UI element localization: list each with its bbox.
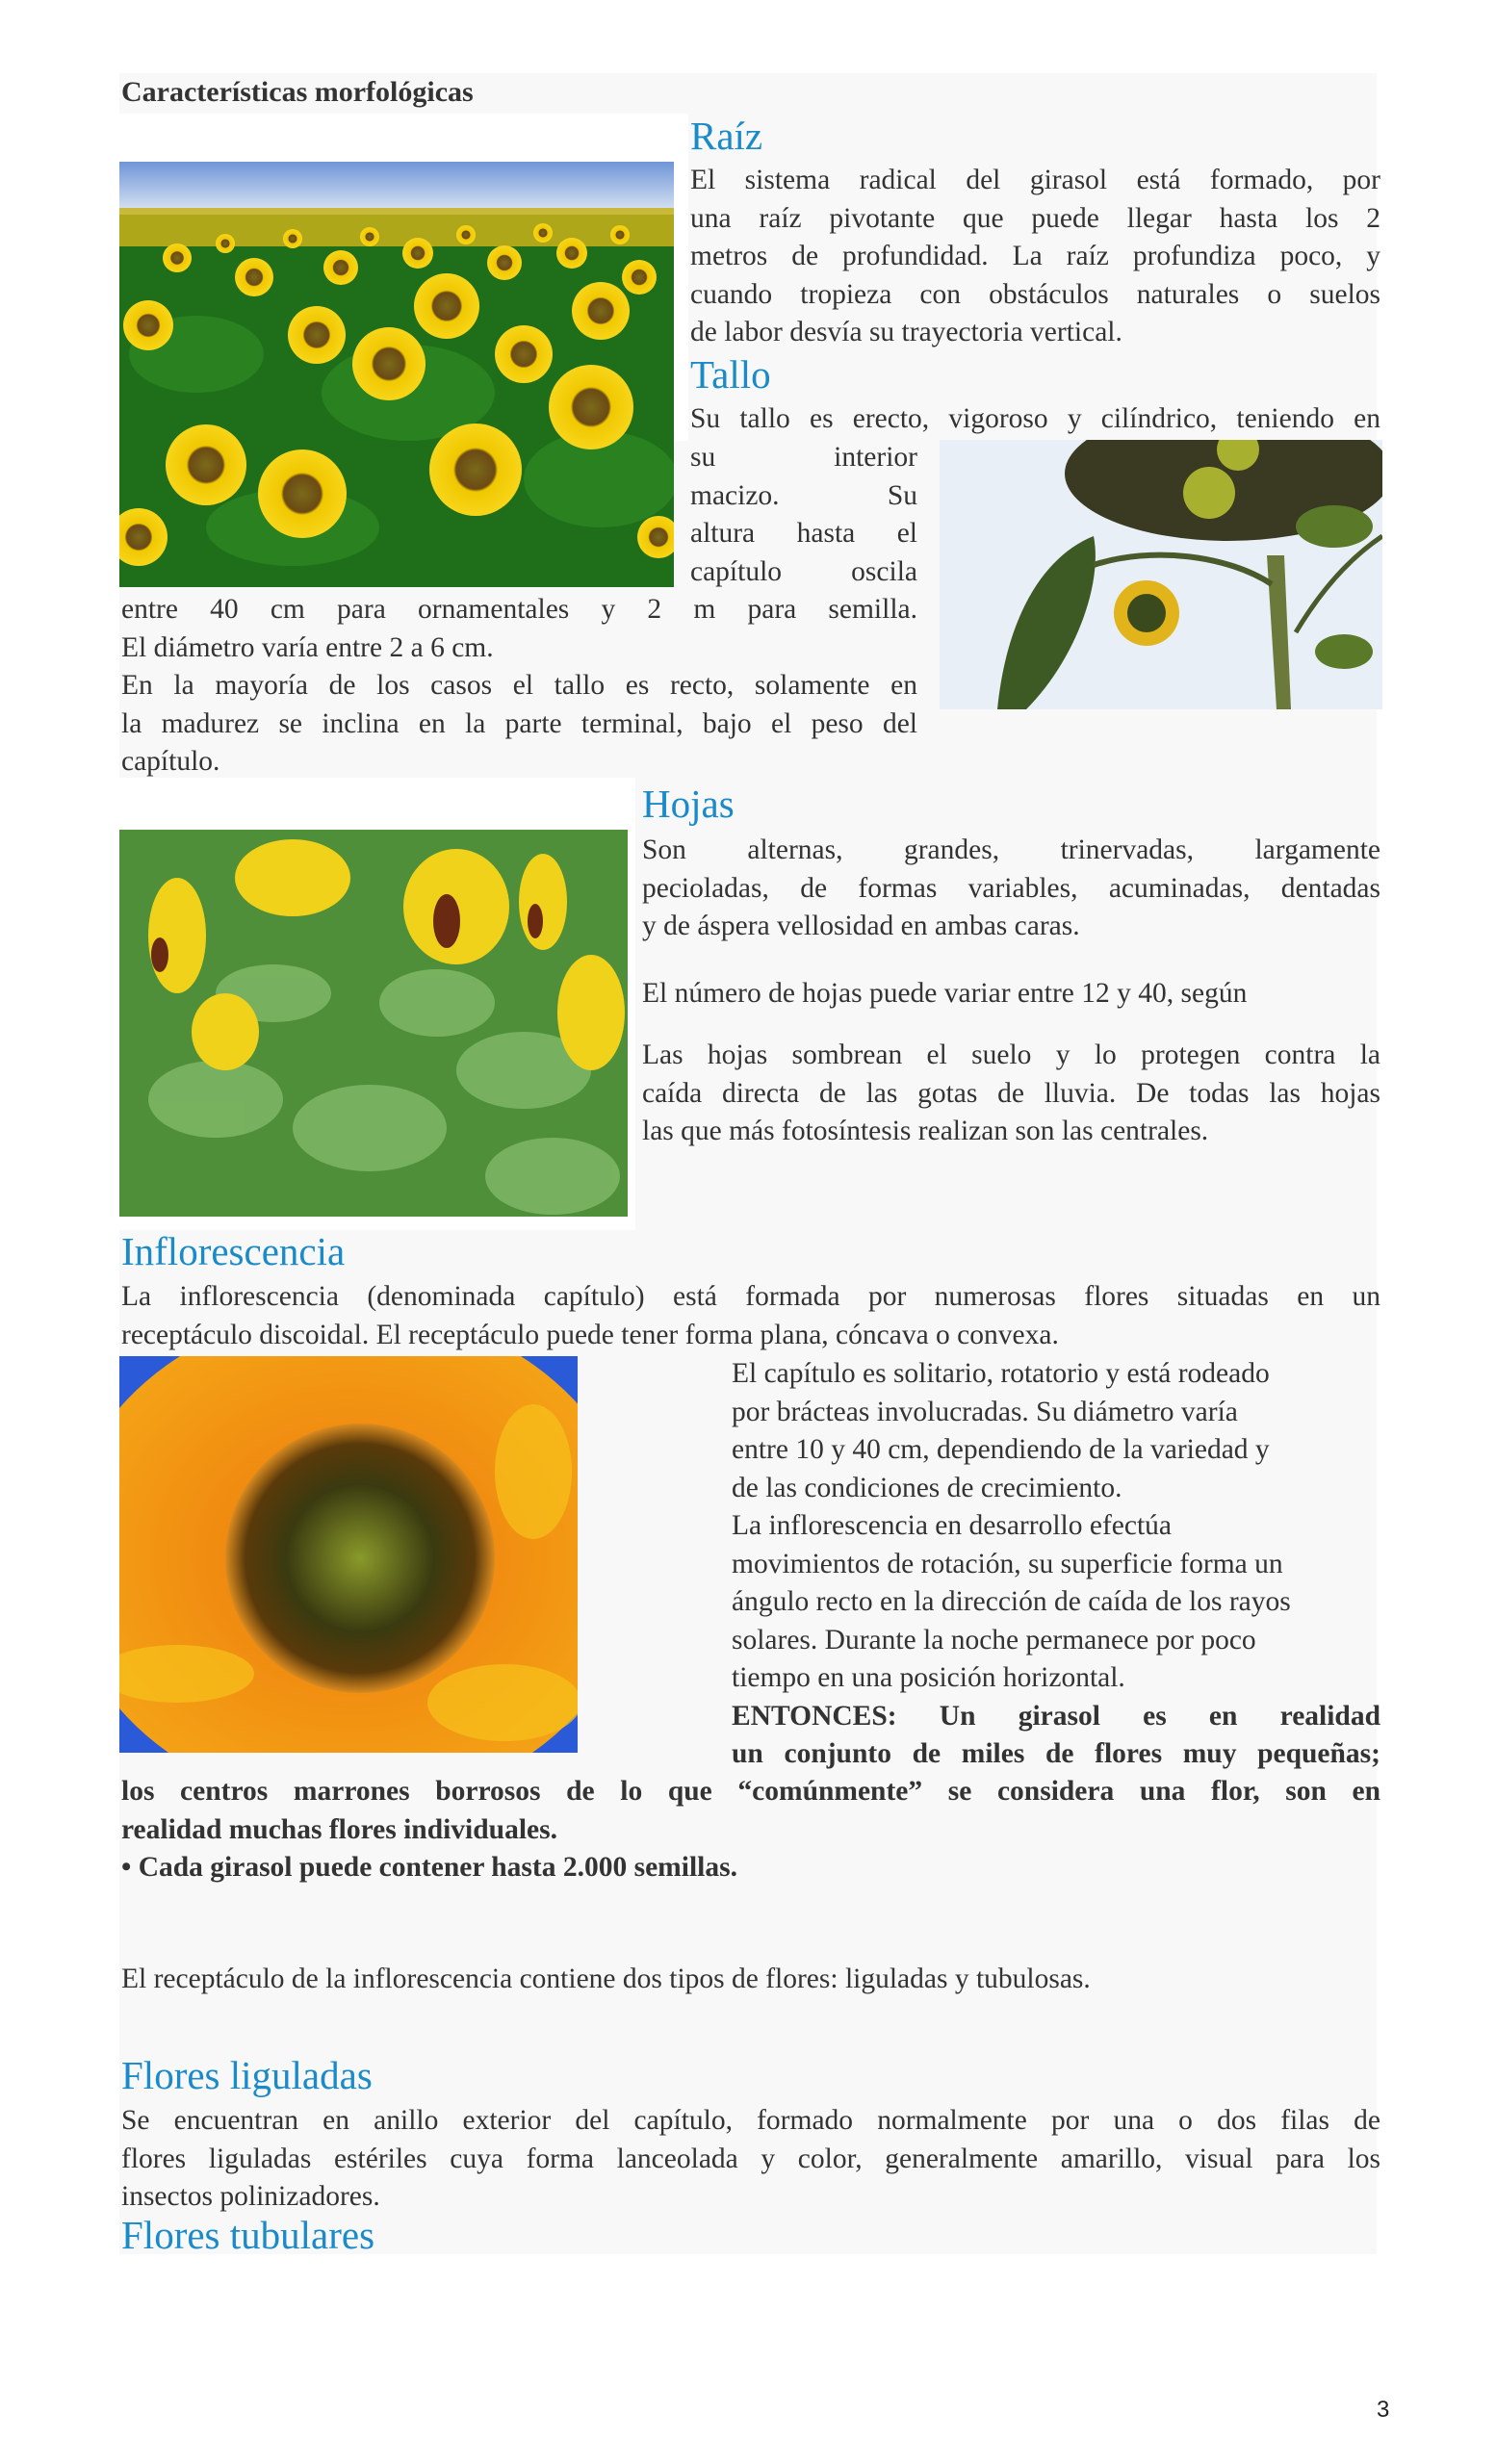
- conclusion-line: un conjunto de miles de flores muy pequeñas;: [732, 1738, 1380, 1769]
- inflorescencia-line: solares. Durante la noche permanece por poco: [732, 1624, 1256, 1656]
- liguladas-line: Se encuentran en anillo exterior del capítulo, formado normalmente por una o dos filas de: [121, 2105, 1380, 2136]
- hojas-paragraph-1: [642, 832, 1380, 946]
- page-number: 3: [1377, 2397, 1390, 2423]
- heading-tallo: Tallo: [690, 352, 771, 397]
- inflorescencia-line: receptáculo discoidal. El receptáculo puede tener forma plana, cóncava o convexa.: [121, 1319, 1059, 1350]
- hojas-line: El número de hojas puede variar entre 12 y 40, según: [642, 978, 1248, 1009]
- inflorescencia-line: por brácteas involucradas. Su diámetro varía: [732, 1396, 1238, 1427]
- liguladas-line: flores liguladas estériles cuya forma lanceolada y color, generalmente amarillo, visual para los: [121, 2143, 1380, 2174]
- heading-hojas: Hojas: [642, 782, 735, 826]
- section-title: Características morfológicas: [121, 76, 474, 108]
- sunflower-field-image: [119, 162, 674, 587]
- tallo-wide-text: [121, 591, 917, 782]
- conclusion-line: realidad muchas flores individuales.: [121, 1813, 557, 1845]
- liguladas-line: insectos polinizadores.: [121, 2181, 380, 2212]
- raiz-paragraph: [690, 162, 1380, 352]
- tallo-line: Su tallo es erecto, vigoroso y cilíndrico, teniendo en: [690, 403, 1380, 434]
- tallo-line: la madurez se inclina en la parte terminal, bajo el peso del: [121, 707, 917, 739]
- receptaculo-text: [121, 1961, 1380, 1999]
- inflorescencia-line: La inflorescencia (denominada capítulo) está formada por numerosas flores situadas en un: [121, 1281, 1380, 1312]
- tallo-line: entre 40 cm para ornamentales y 2 m para semilla.: [121, 594, 917, 625]
- sunflower-stem-image: [940, 440, 1382, 709]
- hojas-line: caída directa de las gotas de lluvia. De todas las hojas: [642, 1077, 1380, 1109]
- tallo-line: En la mayoría de los casos el tallo es recto, solamente en: [121, 670, 917, 701]
- tallo-first-line: [690, 400, 1380, 439]
- inflorescencia-intro: [121, 1278, 1380, 1354]
- tallo-line: El diámetro varía entre 2 a 6 cm.: [121, 631, 494, 663]
- heading-flores-tubulares: Flores tubulares: [121, 2213, 375, 2257]
- hojas-paragraph-3: [642, 1037, 1380, 1151]
- conclusion-line: los centros marrones borrosos de lo que “comúnmente” se considera una flor, son en: [121, 1776, 1380, 1807]
- tallo-line: macizo. Su: [690, 479, 917, 511]
- tallo-line: capítulo.: [121, 746, 220, 777]
- sunflower-leaves-image: [119, 830, 628, 1217]
- inflorescencia-line: movimientos de rotación, su superficie forma un: [732, 1548, 1283, 1579]
- heading-inflorescencia: Inflorescencia: [121, 1229, 346, 1273]
- seeds-bullet: • Cada girasol puede contener hasta 2.000 semillas.: [121, 1852, 737, 1883]
- raiz-line: metros de profundidad. La raíz profundiza poco, y: [690, 241, 1380, 271]
- raiz-line: una raíz pivotante que puede llegar hasta los 2: [690, 202, 1380, 234]
- hojas-paragraph-2: [642, 975, 1380, 1014]
- heading-flores-liguladas: Flores liguladas: [121, 2053, 373, 2097]
- sunflower-closeup-image: [119, 1356, 578, 1753]
- inflorescencia-line: La inflorescencia en desarrollo efectúa: [732, 1510, 1172, 1541]
- tallo-narrow-text: [690, 439, 917, 591]
- inflorescencia-line: tiempo en una posición horizontal.: [732, 1662, 1125, 1693]
- hojas-line: Son alternas, grandes, trinervadas, largamente: [642, 834, 1380, 865]
- hojas-line: las que más fotosíntesis realizan son las centrales.: [642, 1116, 1209, 1146]
- tallo-line: su interior: [690, 442, 917, 473]
- inflorescencia-line: entre 10 y 40 cm, dependiendo de la variedad y: [732, 1434, 1270, 1465]
- hojas-line: pecioladas, de formas variables, acuminadas, dentadas: [642, 872, 1380, 904]
- inflorescencia-side-text: [732, 1355, 1380, 1774]
- raiz-line: de labor desvía su trayectoria vertical.: [690, 317, 1122, 347]
- inflorescencia-line: ángulo recto en la dirección de caída de los rayos: [732, 1586, 1291, 1617]
- raiz-line: cuando tropieza con obstáculos naturales o suelos: [690, 278, 1380, 310]
- inflorescencia-line: El capítulo es solitario, rotatorio y está rodeado: [732, 1358, 1270, 1389]
- liguladas-paragraph: [121, 2102, 1380, 2217]
- conclusion-line: ENTONCES: Un girasol es en realidad: [732, 1700, 1380, 1732]
- receptaculo-line: El receptáculo de la inflorescencia contiene dos tipos de flores: liguladas y tubulosas.: [121, 1964, 1091, 1994]
- hojas-line: y de áspera vellosidad en ambas caras.: [642, 911, 1080, 941]
- tallo-line: capítulo oscila: [690, 555, 917, 587]
- heading-raiz: Raíz: [690, 114, 763, 158]
- inflorescencia-line: de las condiciones de crecimiento.: [732, 1472, 1122, 1503]
- hojas-line: Las hojas sombrean el suelo y lo protegen contra la: [642, 1040, 1380, 1070]
- tallo-line: altura hasta el: [690, 518, 917, 549]
- conclusion-wide-text: [121, 1773, 1380, 1887]
- raiz-line: El sistema radical del girasol está formado, por: [690, 165, 1380, 195]
